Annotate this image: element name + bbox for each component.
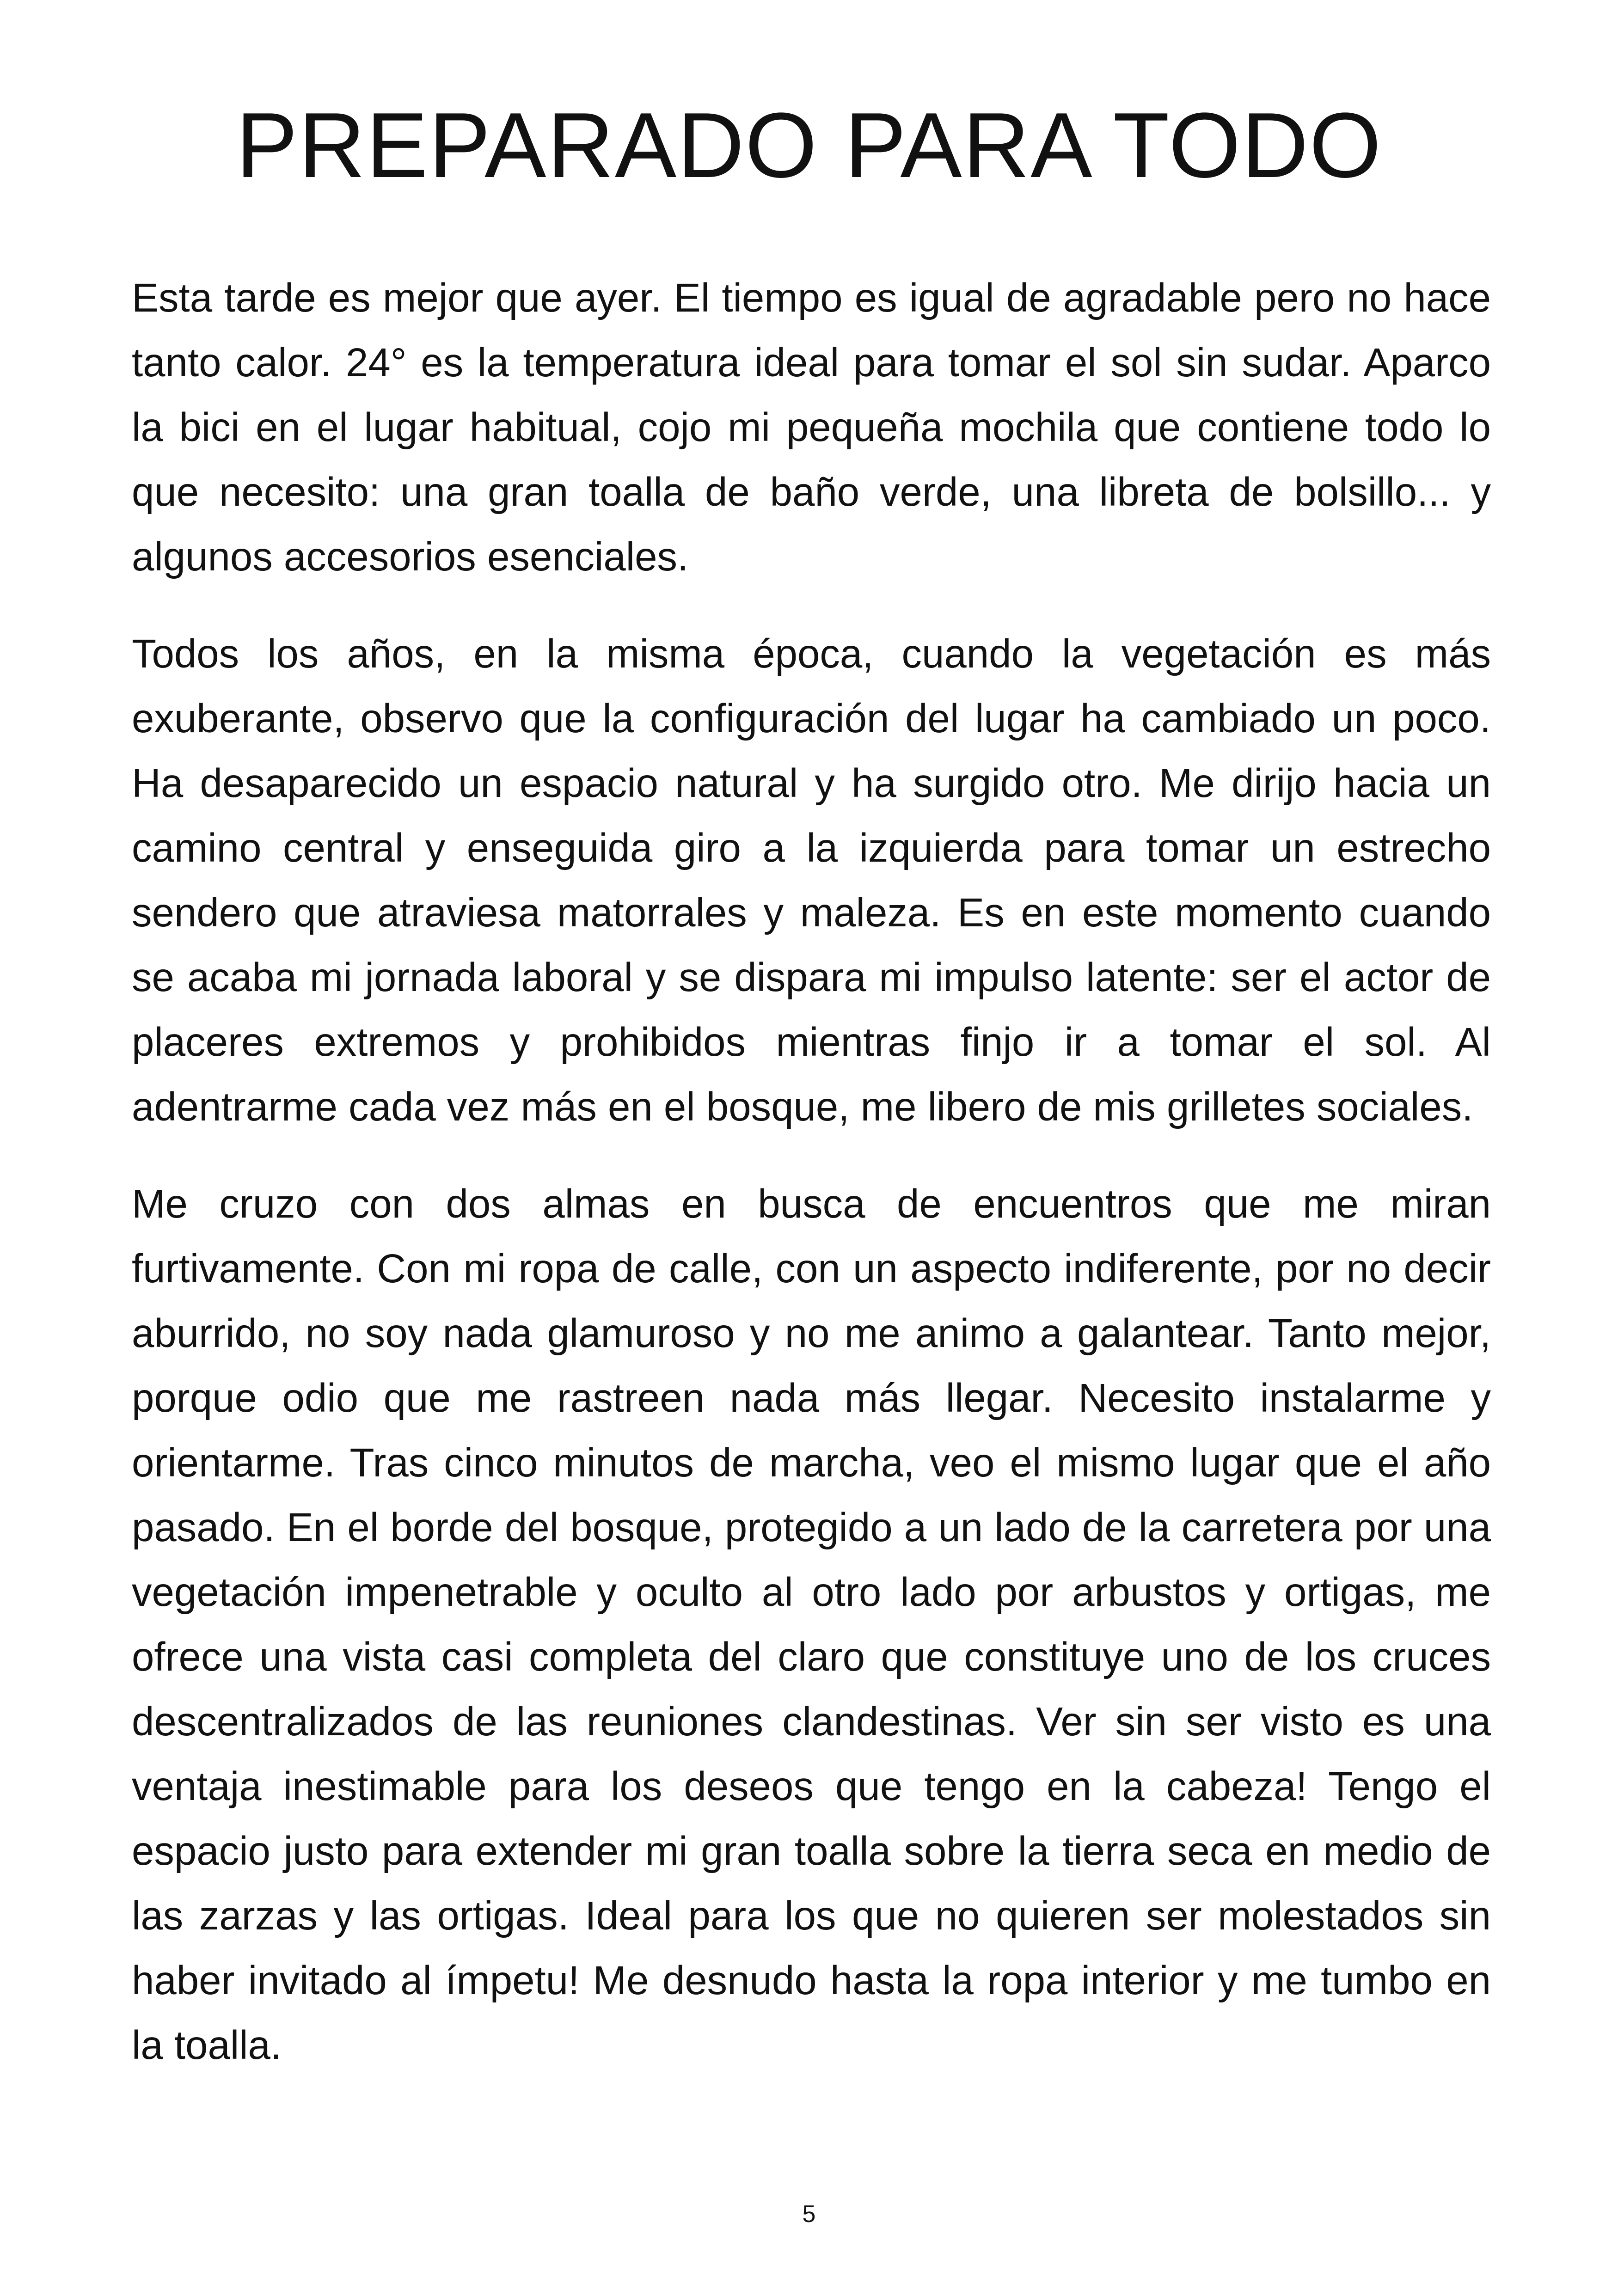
paragraph-3: Me cruzo con dos almas en busca de encuentros que me miran furtivamente. Con mi ropa de calle, con un aspecto indiferente, por no decir aburrido, no soy nada glamuroso y no me animo a galantear. Tanto mejor, porque odio que me rastreen nada más llegar. Necesito instalarme y orientarme. Tras cinco minutos de marcha, veo el mismo lugar que el año pasado. En el borde del bosque, protegido a un lado de la carretera por una vegetación impenetrable y oculto al otro lado por arbustos y ortigas, me ofrece una vista casi completa del claro que constituye uno de los cruces descentralizados de las reuniones clandestinas. Ver sin ser visto es una ventaja inestimable para los deseos que tengo en la cabeza! Tengo el espacio justo para extender mi gran toalla sobre la tierra seca en medio de las zarzas y las ortigas. Ideal para los que no quieren ser molestados sin haber invitado al ímpetu! Me desnudo hasta la ropa interior y me tumbo en la toalla.: [132, 1182, 1491, 2068]
paragraph-1: Esta tarde es mejor que ayer. El tiempo es igual de agradable pero no hace tanto calor. 24° es la temperatura ideal para tomar el sol sin sudar. Aparco la bici en el lugar habitual, cojo mi pequeña mochila que contiene todo lo que necesito: una gran toalla de baño verde, una libreta de bolsillo... y algunos accesorios esenciales.: [132, 276, 1491, 579]
page-title: PREPARADO PARA TODO: [236, 94, 1382, 197]
page-number: 5: [802, 2201, 816, 2228]
body-text: [132, 266, 1491, 2110]
paragraph-2: Todos los años, en la misma época, cuando la vegetación es más exuberante, observo que la configuración del lugar ha cambiado un poco. Ha desaparecido un espacio natural y ha surgido otro. Me dirijo hacia un camino central y enseguida giro a la izquierda para tomar un estrecho sendero que atraviesa matorrales y maleza. Es en este momento cuando se acaba mi jornada laboral y se dispara mi impulso latente: ser el actor de placeres extremos y prohibidos mientras finjo ir a tomar el sol. Al adentrarme cada vez más en el bosque, me libero de mis grilletes sociales.: [132, 631, 1491, 1129]
